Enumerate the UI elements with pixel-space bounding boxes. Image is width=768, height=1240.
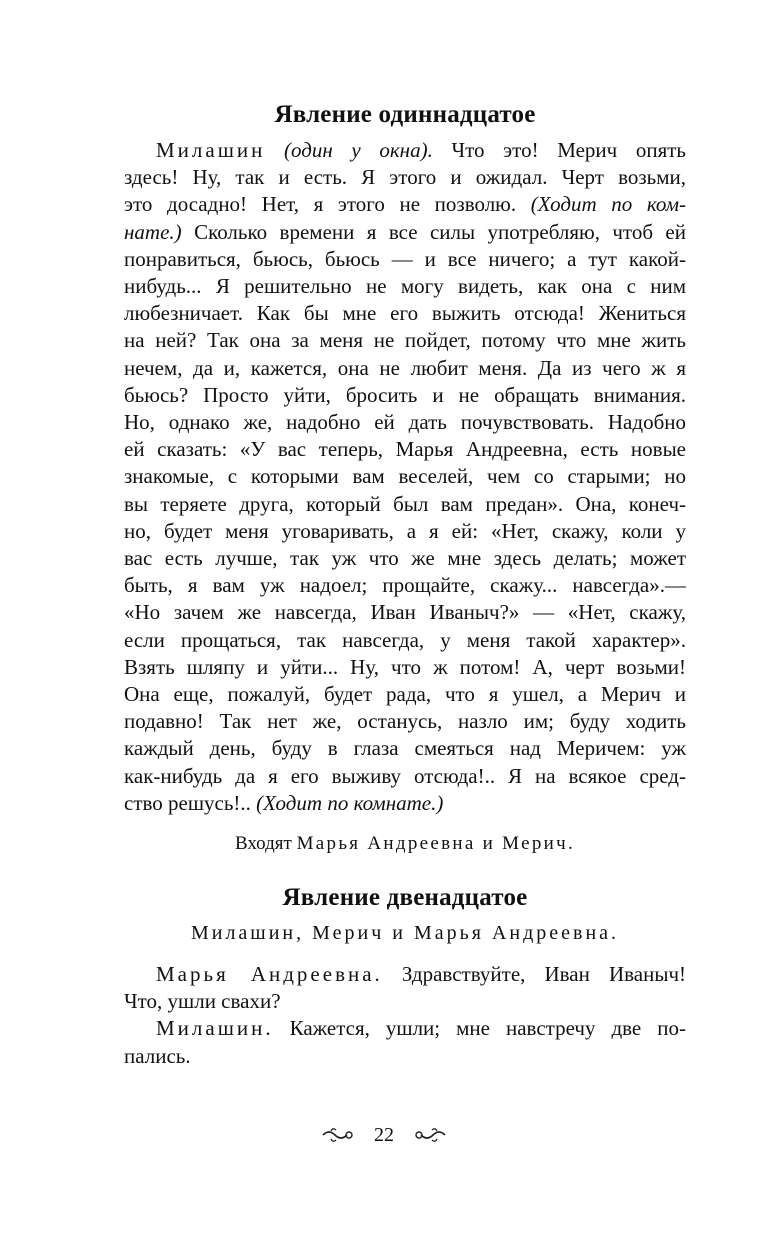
line-text: но, будет меня уговаривать, а я ей: «Нет, скажу, коли у [124,518,686,543]
stage-remark: (Ходит по комнате.) [256,790,444,815]
scene-11-line [124,735,686,762]
speaker-name: Марья Андреевна. [156,962,383,987]
scene-11-line [124,681,686,708]
line-text: любезничает. Как бы мне его выжить отсюда! Жениться [124,301,686,326]
scene-12-heading: Явление двенадцатое [282,884,528,912]
line-text: Здравствуйте, Иван Иваныч! [382,962,686,987]
line-text: Кажется, ушли; мне навстречу две по- [273,1016,686,1041]
scene-11-line [124,491,686,518]
scene-12-line [124,1015,686,1042]
right-ornament-icon [413,1125,447,1145]
line-text: подавно! Так нет же, останусь, назло им; буду ходить [124,709,686,734]
line-text: каждый день, буду в глаза смеяться над Меричем: уж [124,736,686,761]
scene-11-line [124,763,686,790]
left-ornament-icon [321,1125,355,1145]
line-text: как-нибудь да я его выживу отсюда!.. Я на всякое сред- [124,763,686,788]
scene-12-line [124,961,686,988]
line-text: это досадно! Нет, я этого не позволю. [124,192,531,217]
scene-11-line [124,273,686,300]
scene-11-line [124,137,686,164]
line-text: «Но зачем же навсегда, Иван Иваныч?» — «Нет, скажу, [124,600,686,625]
scene-12-line [124,1043,686,1070]
scene-11-monologue [124,137,686,817]
scene-11-line [124,572,686,599]
line-text: ство решусь!.. [124,790,257,815]
stage-remark: (один у окна). [265,138,433,162]
stage-direction [124,831,686,857]
line-text: понравиться, бьюсь, бьюсь — и все ничего; а тут какой- [124,246,686,271]
scene-11-line [124,627,686,654]
scene-11-line [124,327,686,354]
line-text: вас есть лучше, так уж что же мне здесь делать; может [124,546,686,571]
line-text: пались. [124,1043,191,1068]
scene-11-line [124,518,686,545]
line-text: на ней? Так она за меня не пойдет, потому что мне жить [124,328,686,353]
scene-11-line [124,246,686,273]
scene-11-line [124,436,686,463]
line-text: здесь! Ну, так и есть. Я этого и ожидал. Черт возьми, [124,165,686,190]
scene-11-line [124,164,686,191]
book-page [124,98,686,1070]
stage-remark: нате.) [124,219,182,244]
scene-11-heading: Явление одиннадцатое [274,101,536,128]
line-text: Она еще, пожалуй, будет рада, что я ушел, а Мерич и [124,682,686,707]
scene-12-cast: Милашин, Мерич и Марья Андреевна. [190,922,620,945]
line-text: Что это! Мерич опять [432,138,687,162]
speaker-name: Милашин. [156,1016,274,1041]
scene-11-line [124,545,686,572]
line-text: быть, я вам уж надоел; прощайте, скажу... навсегда».— [124,573,686,598]
stage-names: Марья Андреевна и Мерич. [296,833,576,855]
line-text: бьюсь? Просто уйти, бросить и не обращать внимания. [124,382,686,407]
scene-11-line [124,790,686,817]
scene-11-line [124,654,686,681]
scene-11-line [124,191,686,218]
stage-verb: Входят [234,833,292,855]
page-number: 22 [374,1124,394,1147]
line-text: ей сказать: «У вас теперь, Марья Андреевна, есть новые [124,437,686,462]
line-text: вы теряете друга, который был вам предан». Она, конеч- [124,491,686,516]
line-text: если прощаться, так навсегда, у меня такой характер». [124,627,686,652]
scene-11-line [124,599,686,626]
line-text: нибудь... Я решительно не могу видеть, как она с ним [124,274,686,299]
scene-12-dialogue [124,961,686,1070]
line-text: Сколько времени я все силы употребляю, чтоб ей [181,219,686,244]
line-text: Но, однако же, надобно ей дать почувствовать. Надобно [124,410,686,435]
scene-11-line [124,463,686,490]
scene-11-line [124,355,686,382]
scene-11-line [124,219,686,246]
scene-11-line [124,409,686,436]
scene-11-line [124,708,686,735]
speaker-name: Милашин [156,138,266,162]
line-text: нечем, да и, кажется, она не любит меня. Да из чего ж я [124,355,686,380]
stage-remark: (Ходит по ком- [530,192,686,217]
line-text: Взять шляпу и уйти... Ну, что ж потом! А, черт возьми! [124,654,686,679]
line-text: Что, ушли свахи? [124,989,281,1014]
line-text: знакомые, с которыми вам веселей, чем со старыми; но [124,464,686,489]
scene-11-line [124,382,686,409]
scene-12-line [124,988,686,1015]
page-footer [0,1120,768,1149]
scene-11-line [124,300,686,327]
